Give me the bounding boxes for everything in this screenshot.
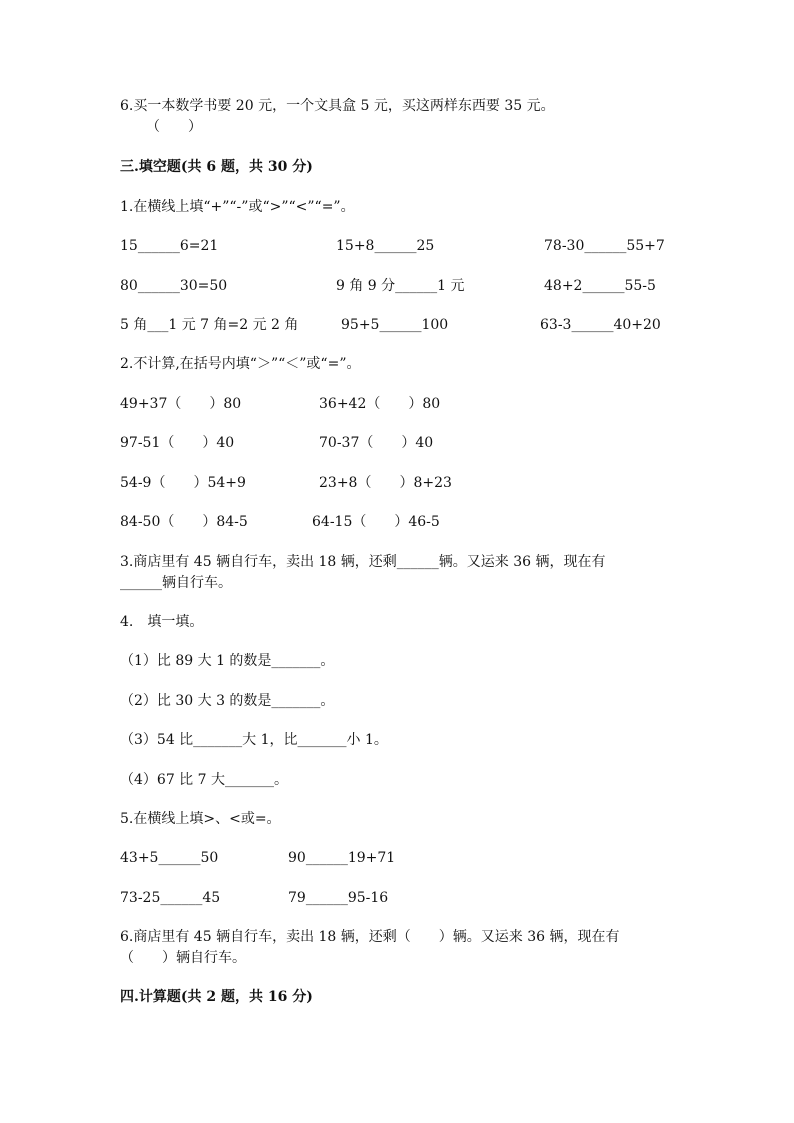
p2-item: 97-51（ ）40: [120, 435, 235, 451]
section-3-title: 三.填空题(共 6 题，共 30 分): [120, 159, 313, 175]
p5-item: 90______19+71: [288, 850, 396, 866]
section-4-title: 四.计算题(共 2 题，共 16 分): [120, 989, 313, 1005]
p1-item: 95+5______100: [341, 317, 449, 333]
p2-item: 54-9（ ）54+9: [120, 475, 246, 491]
p1-item: 48+2______55-5: [544, 278, 656, 294]
p4-item: （1）比 89 大 1 的数是_______。: [120, 653, 335, 669]
p2-item: 70-37（ ）40: [319, 435, 434, 451]
problem-5-prompt: 5.在横线上填>、<或=。: [120, 811, 281, 827]
p2-item: 49+37（ ）80: [120, 396, 242, 412]
p2-item: 64-15（ ）46-5: [312, 514, 440, 530]
p1-item: 5 角___1 元 7 角=2 元 2 角: [120, 317, 299, 333]
problem-3-line-2: ______辆自行车。: [120, 575, 232, 591]
p2-item: 36+42（ ）80: [319, 396, 441, 412]
p2-item: 84-50（ ）84-5: [120, 514, 248, 530]
p5-item: 73-25______45: [120, 890, 221, 906]
p1-item: 15+8______25: [336, 238, 435, 254]
q6-statement: 6.买一本数学书要 20 元，一个文具盒 5 元，买这两样东西要 35 元。: [120, 98, 555, 114]
p1-item: 78-30______55+7: [544, 238, 665, 254]
problem-6-line-2: （ ）辆自行车。: [120, 950, 246, 966]
p4-item: （2）比 30 大 3 的数是_______。: [120, 693, 335, 709]
p1-item: 9 角 9 分______1 元: [336, 278, 465, 294]
problem-2-prompt: 2.不计算,在括号内填“＞”“＜”或“=”。: [120, 356, 361, 372]
p5-item: 79______95-16: [288, 890, 389, 906]
p2-item: 23+8（ ）8+23: [319, 475, 452, 491]
problem-6-line-1: 6.商店里有 45 辆自行车，卖出 18 辆，还剩（ ）辆。又运来 36 辆，现在有: [120, 929, 620, 945]
problem-1-prompt: 1.在横线上填“+”“-”或“>”“<”“=”。: [120, 199, 355, 215]
problem-3-line-1: 3.商店里有 45 辆自行车，卖出 18 辆，还剩______辆。又运来 36 辆，现在有: [120, 554, 606, 570]
q6-answer-bracket[interactable]: （ ）: [146, 119, 202, 135]
p5-item: 43+5______50: [120, 850, 219, 866]
p1-item: 63-3______40+20: [540, 317, 661, 333]
problem-4-prompt: 4. 填一填。: [120, 614, 204, 630]
p4-item: （4）67 比 7 大_______。: [120, 772, 288, 788]
p4-item: （3）54 比_______大 1，比_______小 1。: [120, 732, 388, 748]
p1-item: 80______30=50: [120, 278, 228, 294]
p1-item: 15______6=21: [120, 238, 219, 254]
